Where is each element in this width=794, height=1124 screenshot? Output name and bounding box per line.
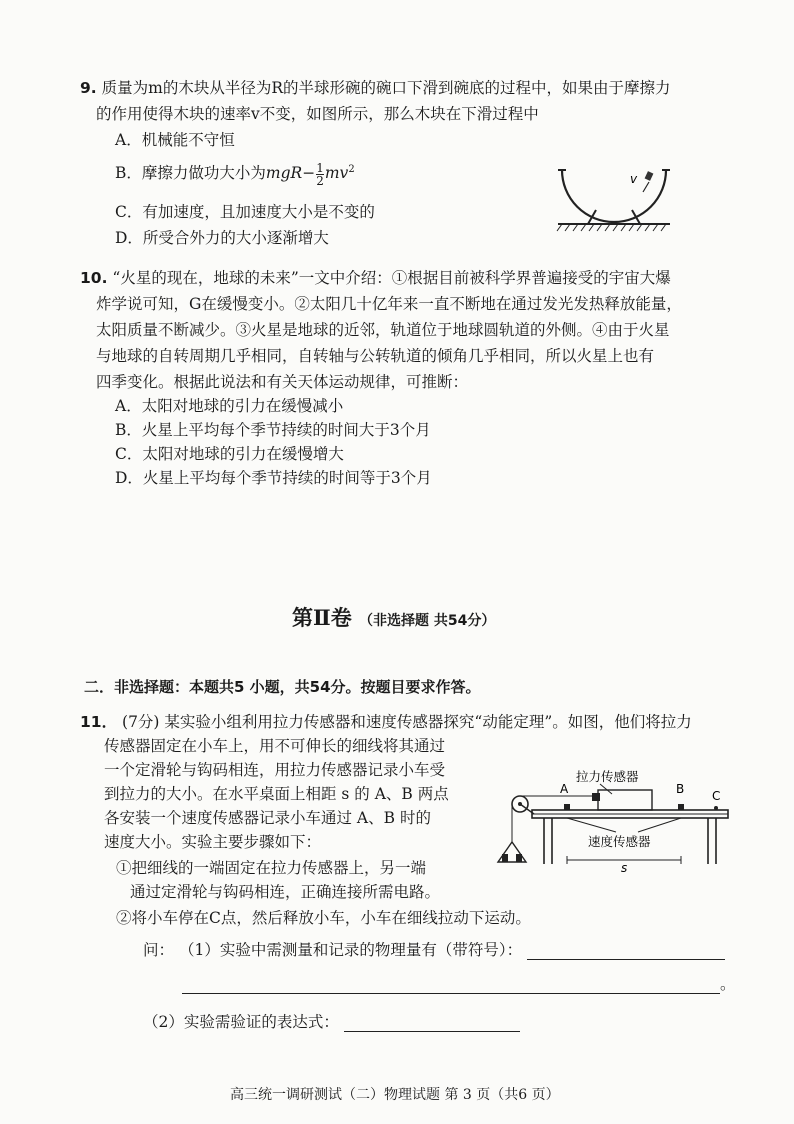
q10-stem-line4: 与地球的自转周期几乎相同，自转轴与公转轨道的倾角几乎相同，所以火星上也有 [96,347,655,365]
q11-stem-line3: 一个定滑轮与钩码相连，用拉力传感器记录小车受 [104,761,446,779]
force-sensor-pointer [600,784,612,794]
q10-stem-line3: 太阳质量不断减少。③火星是地球的近邻，轨道位于地球圆轨道的外侧。④由于火星 [96,321,670,339]
force-sensor-label: 拉力传感器 [576,769,639,784]
q9-stem-line2: 的作用使得木块的速率v不变，如图所示，那么木块在下滑过程中 [96,105,539,123]
point-b-label: B [676,782,685,796]
part2-subtitle: （非选择题 共54分） [359,613,496,629]
q11-sub1-answer-blank1[interactable] [527,959,725,960]
point-a-label: A [560,782,569,796]
speed-sensor-label: 速度传感器 [588,834,651,849]
section2-heading: 二．非选择题：本题共5 小题，共54分。按题目要求作答。 [84,678,481,696]
q11-stem-line4: 到拉力的大小。在水平桌面上相距 s 的 A、B 两点 [104,785,449,803]
q11-sub1 [143,940,725,960]
q9-bowl-figure [548,158,678,240]
weight-2 [516,854,522,862]
q10-stem-line2: 炸学说可知，G在缓慢变小。②太阳几十亿年来一直不断地在通过发光发热释放能量， [96,295,682,313]
q11-sub1-text: （1）实验中需测量和记录的物理量有（带符号）： [178,941,523,959]
q9-option-c: C．有加速度，且加速度大小是不变的 [115,203,375,221]
q11-stem-line2: 传感器固定在小车上，用不可伸长的细线将其通过 [104,737,446,755]
page-footer: 高三统一调研测试（二）物理试题 第 3 页（共6 页） [230,1087,560,1103]
q11-sub1-answer-blank2[interactable] [182,993,720,994]
force-sensor [592,793,600,801]
q9-option-d: D．所受合外力的大小逐渐增大 [115,229,329,247]
q10-option-a: A．太阳对地球的引力在缓慢减小 [115,397,344,415]
velocity-label: v [630,172,638,186]
speed-sensor-pointers [567,818,681,832]
part2-title [292,602,495,632]
q10-number: 10. [80,269,108,287]
q10-stem-line1 [80,268,671,288]
point-c-label: C [712,789,721,803]
weight-1 [502,854,508,862]
q9-option-a: A．机械能不守恒 [115,131,235,149]
q9-number: 9. [80,79,97,97]
part2-title-main: 第Ⅱ卷 [292,605,352,630]
q9-stem-line1 [80,78,671,98]
q9-option-b-math2: mv [324,164,349,183]
q11-sub1-end: 。 [720,975,736,993]
velocity-arrow [643,182,649,192]
q11-step1-line1: ①把细线的一端固定在拉力传感器上，另一端 [116,859,427,877]
q10-stem-line5: 四季变化。根据此说法和有关天体运动规律，可推断： [96,373,469,391]
q11-ask-prefix: 问： [143,941,175,959]
q9-option-b [115,160,355,187]
q11-stem-text1: (7分) 某实验小组利用拉力传感器和速度传感器探究“动能定理”。如图，他们将拉力 [122,713,692,731]
q11-stem-line1 [80,712,692,732]
fraction-numerator: 1 [316,160,324,175]
wooden-block [645,171,654,181]
q10-option-b: B．火星上平均每个季节持续的时间大于3个月 [115,421,431,439]
q9-option-b-fraction [316,162,324,187]
q10-stem-text1: “火星的现在，地球的未来”一文中介绍：①根据目前被科学界普遍接受的宇宙大爆 [112,269,671,287]
ground-hatching [557,224,666,231]
q9-option-b-prefix: B．摩擦力做功大小为 [115,164,266,183]
q10-option-c: C．太阳对地球的引力在缓慢增大 [115,445,344,463]
distance-label: s [621,861,628,875]
q11-step2: ②将小车停在C点，然后释放小车，小车在细线拉动下运动。 [116,909,531,927]
q9-option-b-math1: mgR [265,164,303,183]
q11-number: 11． [80,713,118,731]
q9-option-b-sup: 2 [348,164,355,175]
speed-sensor-a [564,804,570,810]
q11-step1-line2: 通过定滑轮与钩码相连，正确连接所需电路。 [130,883,441,901]
speed-sensor-b [678,804,684,810]
q10-option-d: D．火星上平均每个季节持续的时间等于3个月 [115,469,432,487]
q11-sub2-text: （2）实验需验证的表达式： [143,1013,339,1031]
fraction-denominator: 2 [316,173,324,188]
q11-sub1-line2 [182,974,736,994]
q9-option-b-minus: − [302,164,316,183]
q11-sub2-answer-blank[interactable] [344,1031,520,1032]
q11-stem-line6: 速度大小。实验主要步骤如下： [104,833,322,851]
cart [598,790,652,810]
q11-apparatus-figure [488,768,744,886]
q9-stem-text1: 质量为m的木块从半径为R的半球形碗的碗口下滑到碗底的过程中，如果由于摩擦力 [101,79,671,97]
q11-stem-line5: 各安装一个速度传感器记录小车通过 A、B 时的 [104,809,431,827]
q11-sub2 [143,1012,520,1032]
